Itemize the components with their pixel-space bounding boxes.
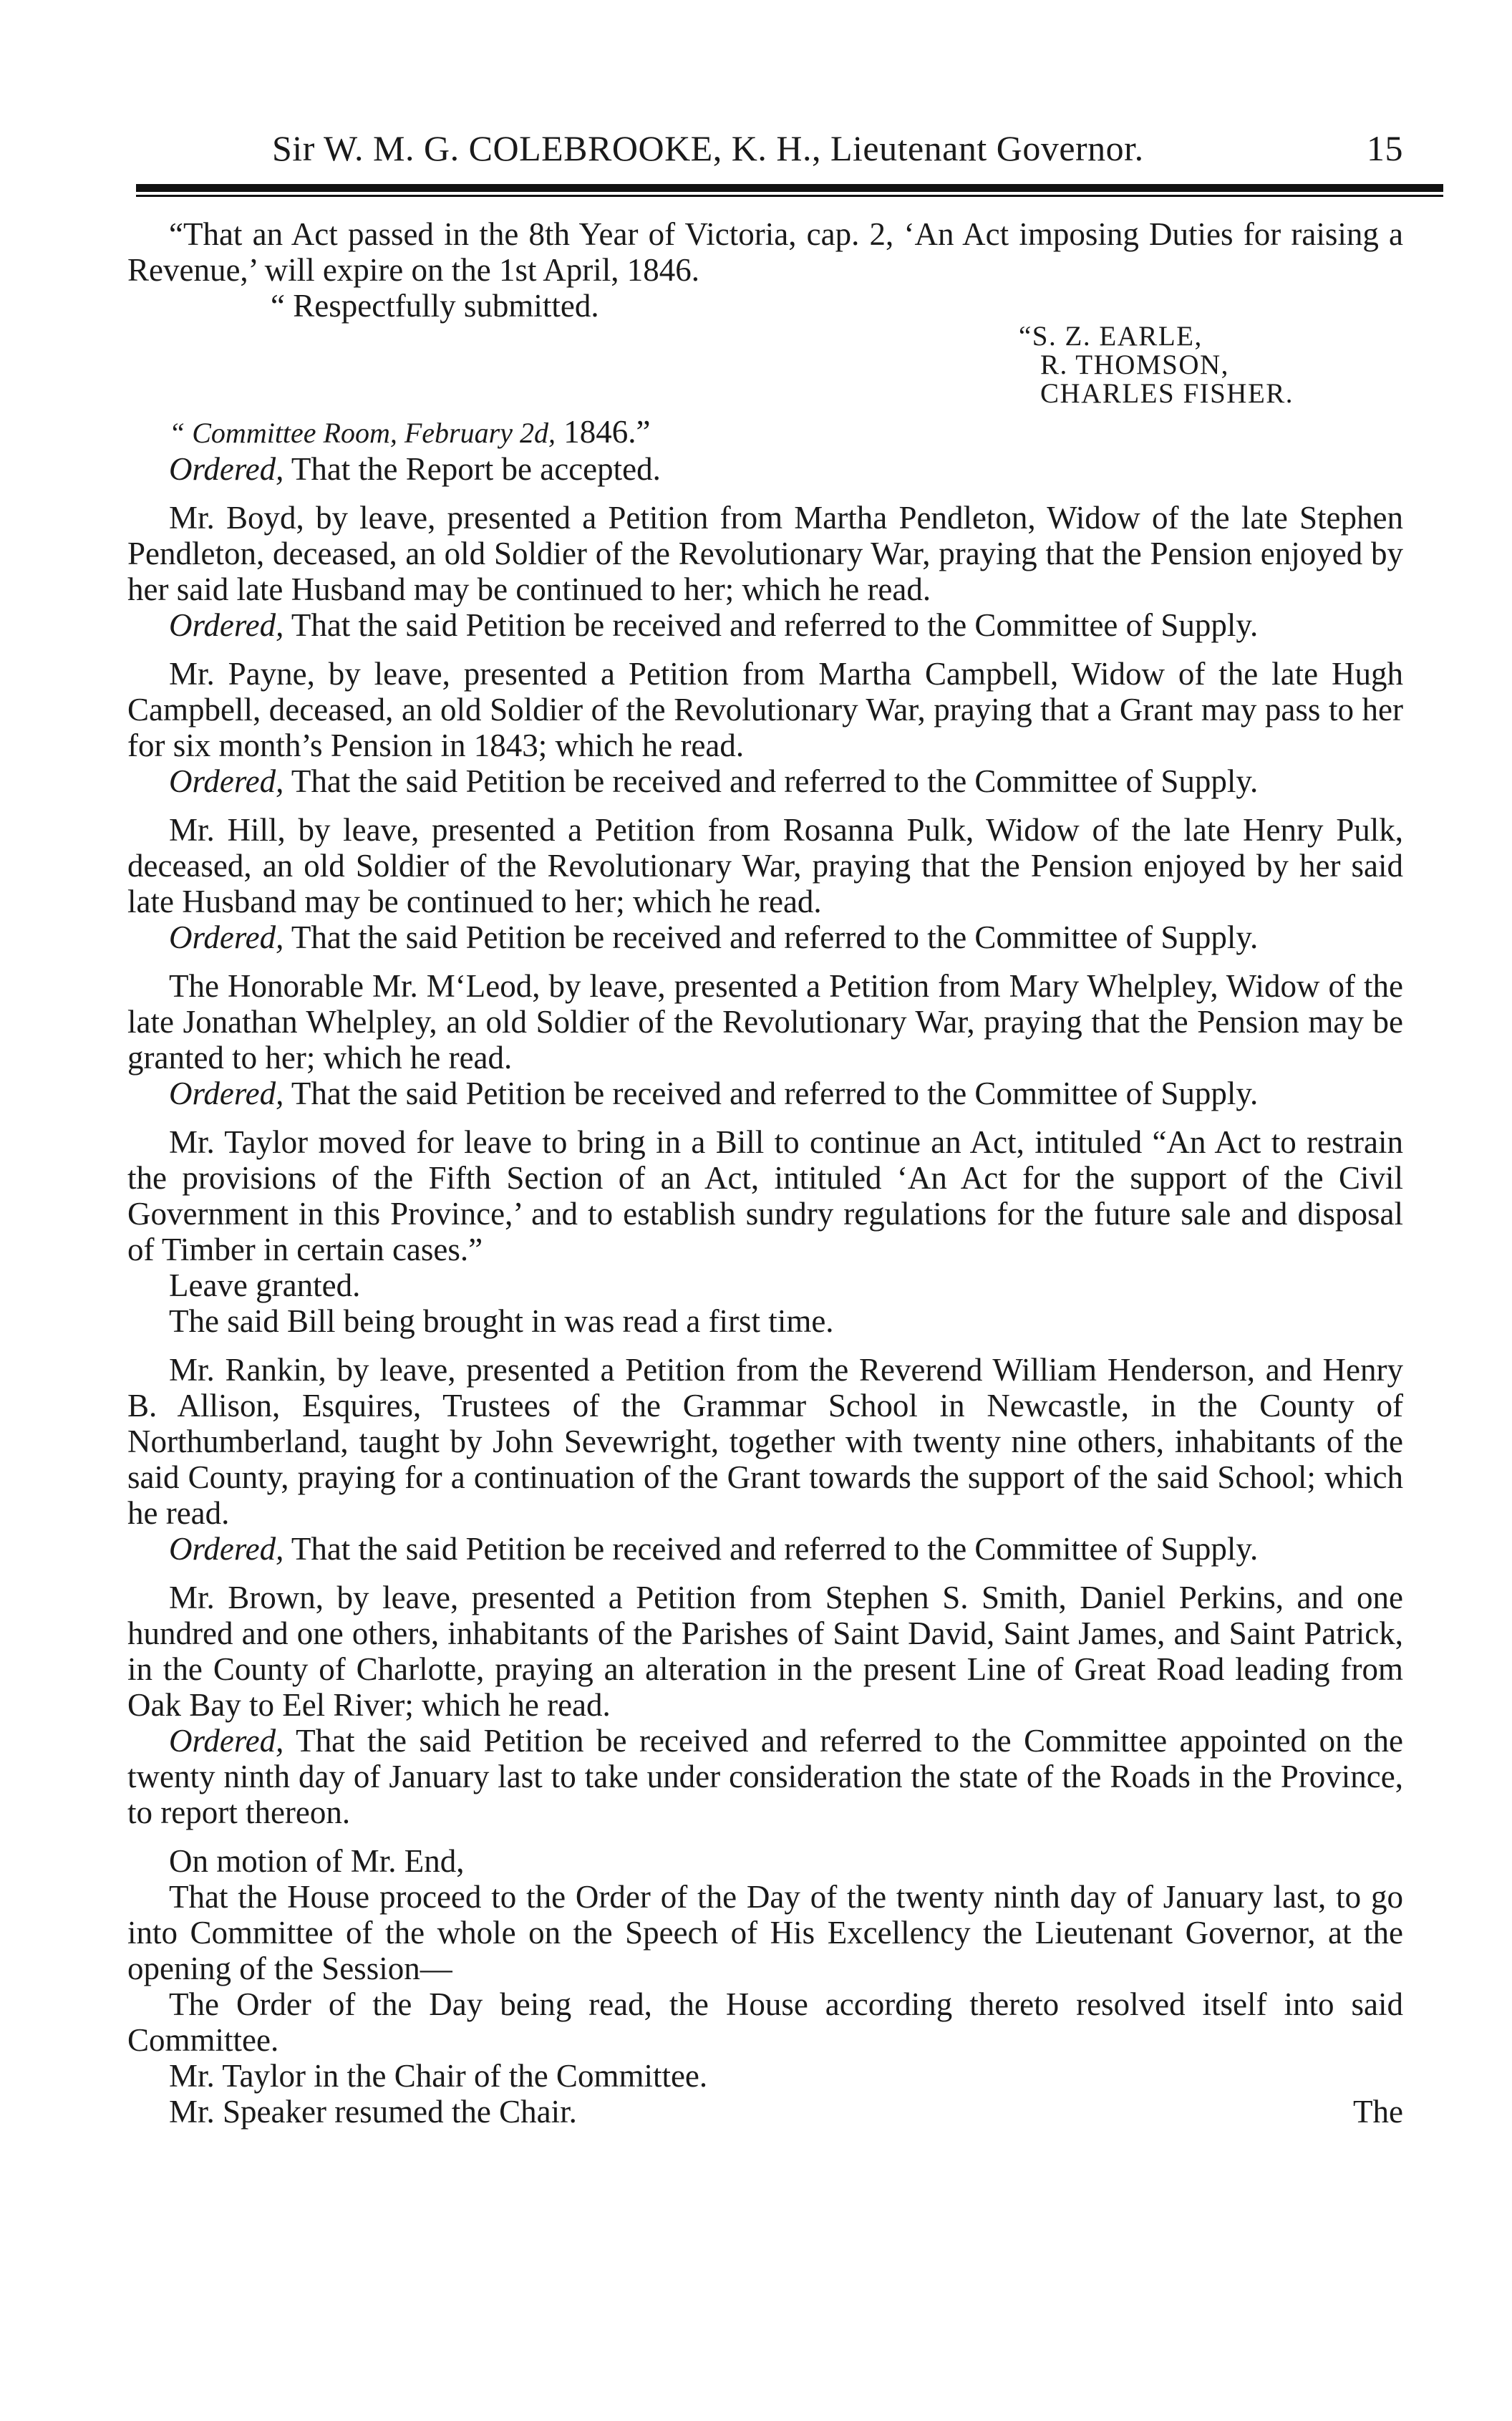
ordered-label: Ordered,	[169, 607, 284, 643]
speaker-text: Mr. Speaker resumed the Chair.	[169, 2094, 577, 2130]
speaker-line	[127, 2094, 1403, 2130]
report-ordered	[127, 451, 1403, 487]
petition-ordered	[127, 919, 1403, 955]
ordered-label: Ordered,	[169, 1723, 284, 1759]
journal-body	[127, 216, 1403, 2130]
signatory: CHARLES FISHER.	[1040, 378, 1294, 409]
header-rule-thin	[136, 195, 1443, 197]
report-submitted: “ Respectfully submitted.	[271, 288, 599, 324]
running-header	[136, 127, 1403, 170]
report-date-year: 1846.”	[563, 414, 651, 450]
ordered-text: That the said Petition be received and referred to the Committee appointed on the twenty ninth day of January last to take under consideration the state of the Roads in the Province, to report thereon.	[127, 1723, 1403, 1830]
petition-ordered	[127, 607, 1403, 643]
signatory: R. THOMSON,	[1040, 349, 1229, 380]
order-of-day: That the House proceed to the Order of the Day of the twenty ninth day of January last, to go into Committee of the whole on the Speech of His Excellency the Lieutenant Governor, at the opening of the Session—	[127, 1879, 1403, 1986]
report-date	[127, 414, 1403, 451]
signatories	[1019, 322, 1403, 408]
petition-entry: Mr. Payne, by leave, presented a Petition from Martha Campbell, Widow of the late Hugh Campbell, deceased, an old Soldier of the Revolutionary War, praying that a Grant may pass to her for six month’s Pension in 1843; which he read.	[127, 656, 1403, 763]
chair-line: Mr. Taylor in the Chair of the Committee.	[169, 2058, 708, 2094]
petition-entry: Mr. Brown, by leave, presented a Petition from Stephen S. Smith, Daniel Perkins, and one hundred and one others, inhabitants of the Parishes of Saint David, Saint James, and Saint Patrick, in the County of Charlotte, praying an alteration in the present Line of Great Road leading from Oak Bay to Eel River; which he read.	[127, 1580, 1403, 1723]
petition-entry: Mr. Rankin, by leave, presented a Petition from the Reverend William Henderson, and Henry B. Allison, Esquires, Trustees of the Grammar School in Newcastle, in the County of Northumberland, taught by John Sevewright, together with twenty nine others, inhabitants of the said County, praying for a continuation of the Grant towards the support of the said School; which he read.	[127, 1352, 1403, 1531]
catchword: The	[1353, 2094, 1403, 2130]
ordered-text: That the said Petition be received and referred to the Committee of Supply.	[291, 763, 1259, 799]
bill-first-reading: The said Bill being brought in was read a first time.	[169, 1303, 834, 1339]
ordered-text: That the Report be accepted.	[291, 451, 661, 487]
header-rule-thick	[136, 184, 1443, 192]
petition-entry: Mr. Boyd, by leave, presented a Petition from Martha Pendleton, Widow of the late Stephen Pendleton, deceased, an old Soldier of the Revolutionary War, praying that the Pension enjoyed by her said late Husband may be continued to her; which he read.	[127, 500, 1403, 607]
signatory: “S. Z. EARLE,	[1019, 321, 1203, 352]
petition-entry: The Honorable Mr. M‘Leod, by leave, presented a Petition from Mary Whelpley, Widow of the late Jonathan Whelpley, an old Soldier of the Revolutionary War, praying that the Pension may be granted to her; which he read.	[127, 968, 1403, 1076]
petition-ordered	[127, 1723, 1403, 1830]
motion-line: On motion of Mr. End,	[169, 1843, 465, 1879]
ordered-text: That the said Petition be received and referred to the Committee of Supply.	[291, 607, 1259, 643]
ordered-label: Ordered,	[169, 1076, 284, 1111]
petition-ordered	[127, 1076, 1403, 1111]
ordered-text: That the said Petition be received and referred to the Committee of Supply.	[291, 1076, 1259, 1111]
ordered-label: Ordered,	[169, 451, 284, 487]
ordered-label: Ordered,	[169, 1531, 284, 1567]
ordered-text: That the said Petition be received and referred to the Committee of Supply.	[291, 1531, 1259, 1567]
bill-motion: Mr. Taylor moved for leave to bring in a Bill to continue an Act, intituled “An Act to restrain the provisions of the Fifth Section of an Act, intituled ‘An Act for the support of the Civil Government in this Province,’ and to establish sundry regulations for the future sale and disposal of Timber in certain cases.”	[127, 1124, 1403, 1267]
committee-resolved: The Order of the Day being read, the House according thereto resolved itself into said Committee.	[127, 1986, 1403, 2058]
report-text: “That an Act passed in the 8th Year of Victoria, cap. 2, ‘An Act imposing Duties for raising a Revenue,’ will expire on the 1st April, 1846.	[127, 216, 1403, 288]
report-date-place: “ Committee Room, February 2d,	[169, 417, 556, 449]
page-number: 15	[1367, 128, 1403, 168]
petition-ordered	[127, 1531, 1403, 1567]
ordered-label: Ordered,	[169, 763, 284, 799]
petition-ordered	[127, 763, 1403, 799]
leave-granted: Leave granted.	[169, 1267, 361, 1303]
ordered-text: That the said Petition be received and referred to the Committee of Supply.	[291, 919, 1259, 955]
ordered-label: Ordered,	[169, 919, 284, 955]
running-title: Sir W. M. G. COLEBROOKE, K. H., Lieutenant Governor.	[272, 128, 1144, 168]
petition-entry: Mr. Hill, by leave, presented a Petition from Rosanna Pulk, Widow of the late Henry Pulk, deceased, an old Soldier of the Revolutionary War, praying that the Pension enjoyed by her said late Husband may be continued to her; which he read.	[127, 812, 1403, 919]
